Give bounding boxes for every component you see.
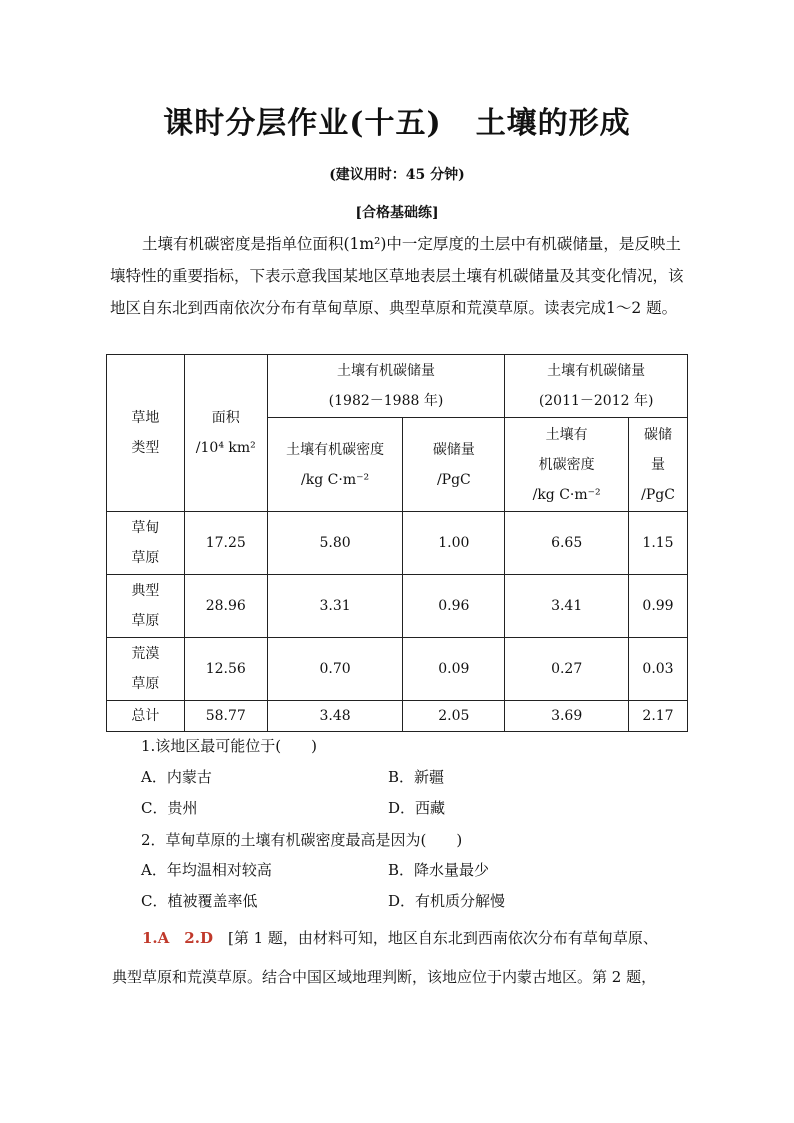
- header-density-2: 土壤有 机碳密度 /kg C·m⁻²: [505, 418, 629, 512]
- header-area: 面积 /10⁴ km²: [184, 355, 267, 512]
- question-2-option-b: B．降水量最少: [388, 861, 490, 879]
- question-2-stem: 2．草甸草原的土壤有机碳密度最高是因为( ): [141, 831, 463, 849]
- header-period-1: 土壤有机碳储量 (1982－1988 年): [267, 355, 505, 418]
- title-main: 课时分层作业(十五): [163, 106, 442, 141]
- header-storage-1: 碳储量 /PgC: [403, 418, 505, 512]
- time-hint: (建议用时：45 分钟): [329, 167, 465, 183]
- question-2-option-a: A．年均温相对较高: [141, 861, 272, 879]
- table-row-total: 总计 58.77 3.48 2.05 3.69 2.17: [107, 701, 688, 732]
- header-density-1: 土壤有机碳密度 /kg C·m⁻²: [267, 418, 403, 512]
- question-2-option-d: D．有机质分解慢: [388, 892, 506, 910]
- question-1-option-b: B．新疆: [388, 768, 445, 786]
- page-title: [0, 98, 794, 142]
- question-1-option-d: D．西藏: [388, 799, 446, 817]
- question-1-option-c: C．贵州: [141, 799, 198, 817]
- answer-line-2: 典型草原和荒漠草原。结合中国区域地理判断，该地应位于内蒙古地区。第 2 题，: [112, 968, 657, 986]
- header-storage-2: 碳储 量 /PgC: [629, 418, 688, 512]
- question-1-option-a: A．内蒙古: [141, 768, 212, 786]
- table-row: 草甸 草原 17.25 5.80 1.00 6.65 1.15: [107, 512, 688, 575]
- carbon-table: [106, 354, 688, 732]
- table-row: 荒漠 草原 12.56 0.70 0.09 0.27 0.03: [107, 638, 688, 701]
- header-period-2: 土壤有机碳储量 (2011－2012 年): [505, 355, 688, 418]
- title-topic: 土壤的形成: [475, 106, 631, 141]
- header-type: 草地 类型: [107, 355, 185, 512]
- intro-paragraph: 土壤有机碳密度是指单位面积(1m²)中一定厚度的土层中有机碳储量，是反映土壤特性的重要指标，下表示意我国某地区草地表层土壤有机碳储量及其变化情况，该地区自东北到西南依次分布有草甸草原、典型草原和荒漠草原。读表完成1～2 题。: [110, 235, 684, 317]
- section-label: [合格基础练]: [355, 205, 439, 221]
- answer-keys: 1.A 2.D: [142, 929, 213, 947]
- question-1-stem: 1.该地区最可能位于( ): [141, 737, 318, 755]
- answer-line-1: 1.A 2.D [第 1 题，由材料可知，地区自东北到西南依次分布有草甸草原、: [142, 929, 658, 947]
- question-2-option-c: C．植被覆盖率低: [141, 892, 258, 910]
- table-row: 典型 草原 28.96 3.31 0.96 3.41 0.99: [107, 575, 688, 638]
